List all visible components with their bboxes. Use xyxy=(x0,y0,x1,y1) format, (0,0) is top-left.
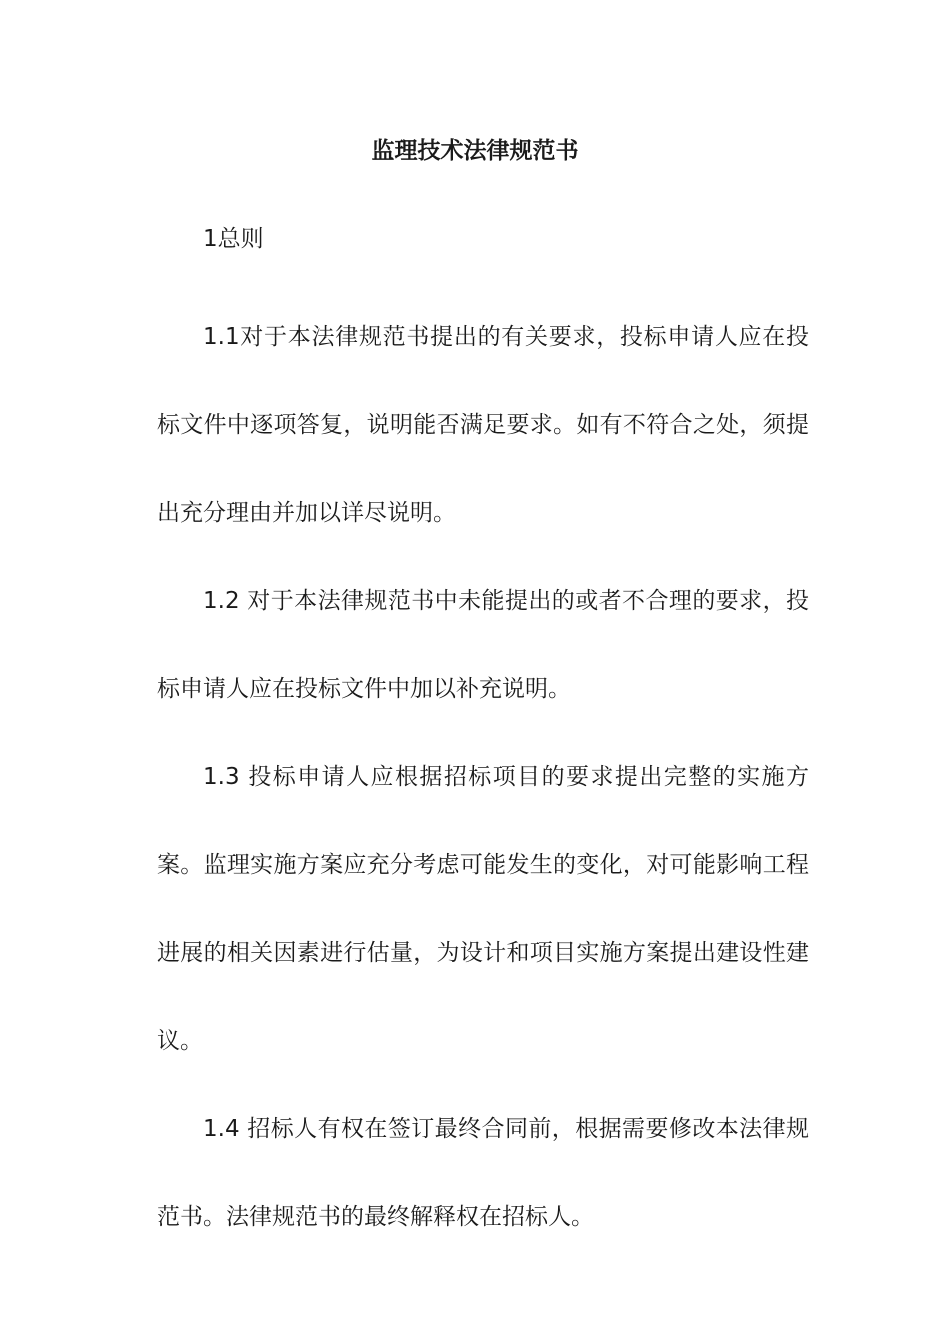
paragraph-1-2: 1.2 对于本法律规范书中未能提出的或者不合理的要求，投标申请人应在投标文件中加以补充说明。 xyxy=(157,588,809,702)
document-title: 监理技术法律规范书 xyxy=(371,138,579,164)
paragraph-1-4: 1.4 招标人有权在签订最终合同前，根据需要修改本法律规范书。法律规范书的最终解释权在招标人。 xyxy=(157,1116,809,1230)
paragraph-1-3: 1.3 投标申请人应根据招标项目的要求提出完整的实施方案。监理实施方案应充分考虑可能发生的变化，对可能影响工程进展的相关因素进行估量，为设计和项目实施方案提出建设性建议。 xyxy=(157,764,809,1054)
section-heading-general: 1总则 xyxy=(203,226,264,252)
document-body xyxy=(157,222,809,1261)
paragraph-1-1: 1.1对于本法律规范书提出的有关要求，投标申请人应在投标文件中逐项答复，说明能否满足要求。如有不符合之处，须提出充分理由并加以详尽说明。 xyxy=(157,324,809,526)
